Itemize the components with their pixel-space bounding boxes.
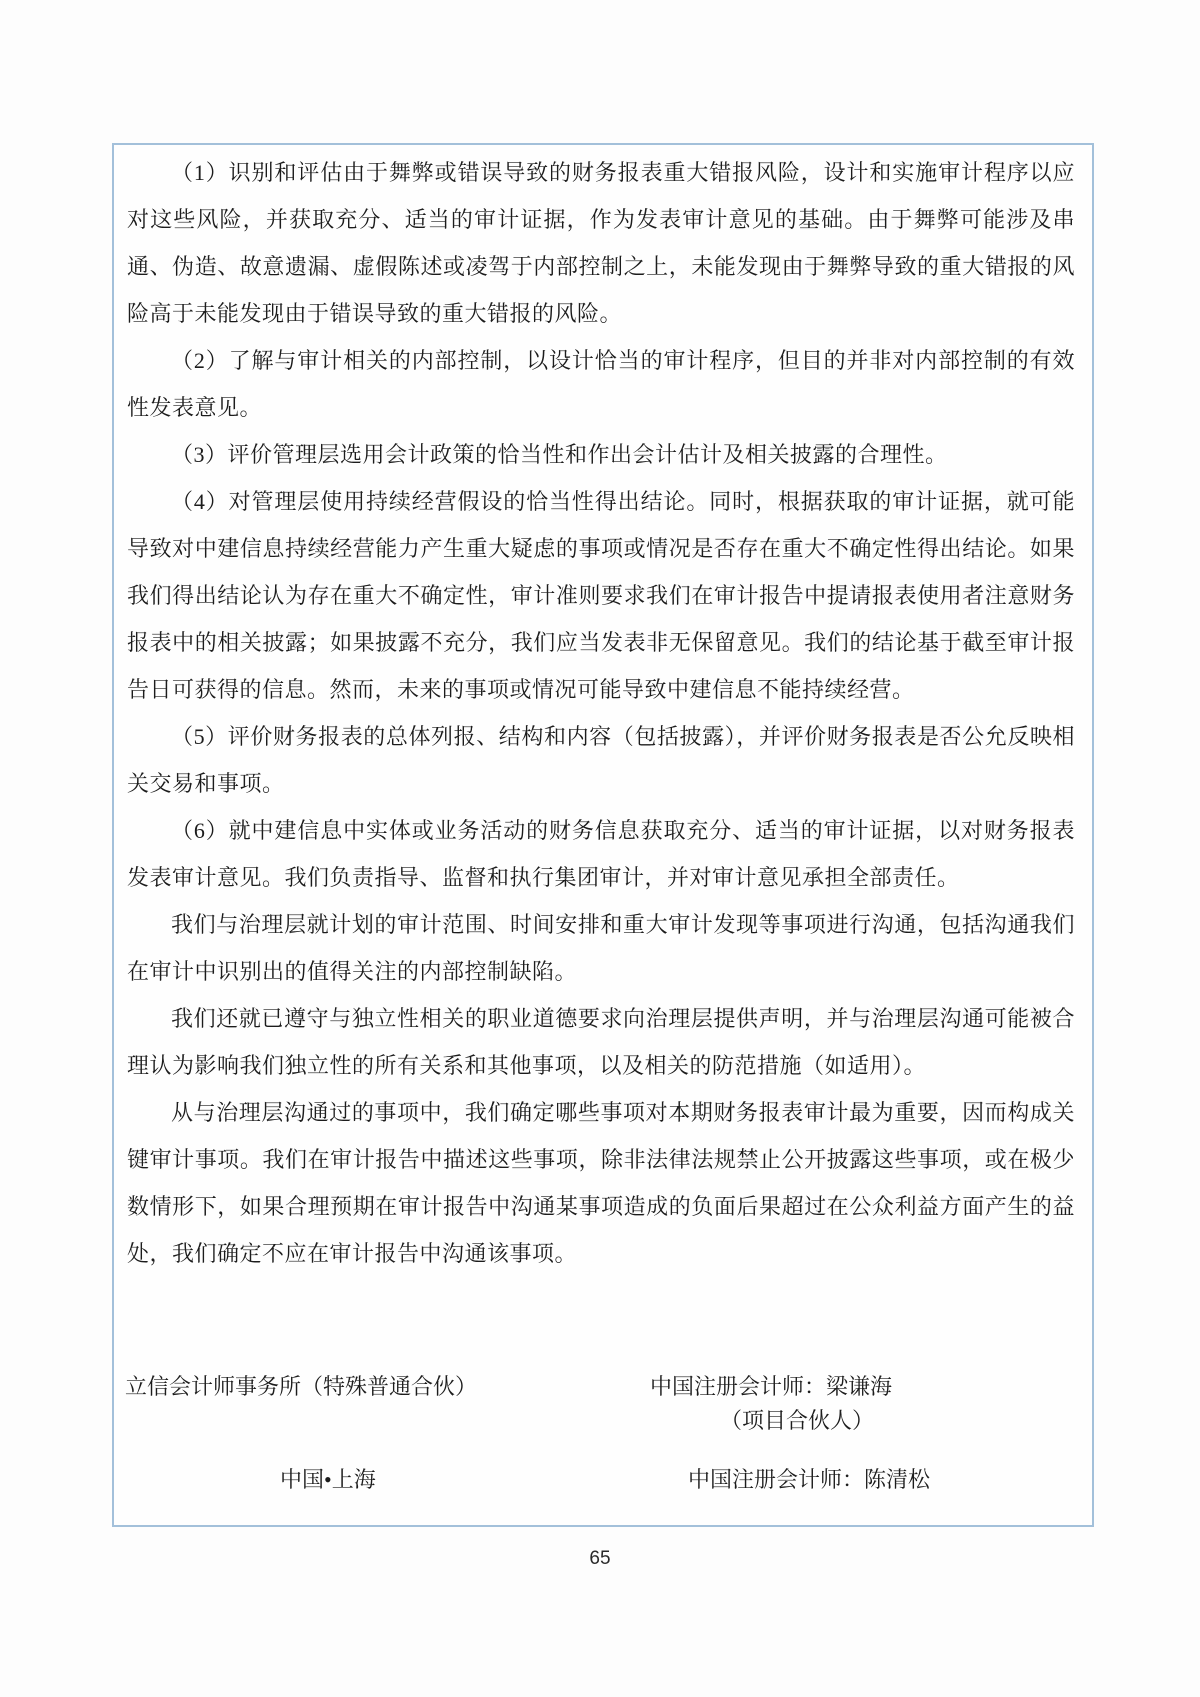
- paragraph-7: 我们与治理层就计划的审计范围、时间安排和重大审计发现等事项进行沟通，包括沟通我们在审计中识别出的值得关注的内部控制缺陷。: [127, 912, 1075, 984]
- report-content-box: [112, 143, 1094, 1527]
- signature-cpa1-role: （项目合伙人）: [720, 1408, 875, 1433]
- signature-firm-name: 立信会计师事务所（特殊普通合伙）: [125, 1374, 478, 1399]
- paragraph-4: （4）对管理层使用持续经营假设的恰当性得出结论。同时，根据获取的审计证据，就可能导致对中建信息持续经营能力产生重大疑虑的事项或情况是否存在重大不确定性得出结论。如果我们得出结论认为存在重大不确定性，审计准则要求我们在审计报告中提请报表使用者注意财务报表中的相关披露；如果披露不充分，我们应当发表非无保留意见。我们的结论基于截至审计报告日可获得的信息。然而，未来的事项或情况可能导致中建信息不能持续经营。: [127, 489, 1075, 702]
- paragraph-6: （6）就中建信息中实体或业务活动的财务信息获取充分、适当的审计证据，以对财务报表发表审计意见。我们负责指导、监督和执行集团审计，并对审计意见承担全部责任。: [127, 818, 1075, 890]
- paragraph-8: 我们还就已遵守与独立性相关的职业道德要求向治理层提供声明，并与治理层沟通可能被合理认为影响我们独立性的所有关系和其他事项，以及相关的防范措施（如适用）。: [127, 1006, 1075, 1078]
- paragraph-3: （3）评价管理层选用会计政策的恰当性和作出会计估计及相关披露的合理性。: [171, 442, 948, 467]
- paragraph-1: （1）识别和评估由于舞弊或错误导致的财务报表重大错报风险，设计和实施审计程序以应对这些风险，并获取充分、适当的审计证据，作为发表审计意见的基础。由于舞弊可能涉及串通、伪造、故意遗漏、虚假陈述或凌驾于内部控制之上，未能发现由于舞弊导致的重大错报的风险高于未能发现由于错误导致的重大错报的风险。: [127, 160, 1075, 326]
- signature-cpa2: 中国注册会计师：陈清松: [688, 1467, 931, 1492]
- paragraph-9: 从与治理层沟通过的事项中，我们确定哪些事项对本期财务报表审计最为重要，因而构成关键审计事项。我们在审计报告中描述这些事项，除非法律法规禁止公开披露这些事项，或在极少数情形下，如果合理预期在审计报告中沟通某事项造成的负面后果超过在公众利益方面产生的益处，我们确定不应在审计报告中沟通该事项。: [127, 1100, 1075, 1266]
- signature-cpa1: 中国注册会计师：梁谦海: [650, 1374, 893, 1399]
- page-number: 65: [589, 1548, 611, 1569]
- report-body-text: [127, 149, 1075, 1277]
- paragraph-5: （5）评价财务报表的总体列报、结构和内容（包括披露），并评价财务报表是否公允反映相关交易和事项。: [127, 724, 1075, 796]
- signature-location: 中国•上海: [280, 1467, 376, 1492]
- paragraph-2: （2）了解与审计相关的内部控制，以设计恰当的审计程序，但目的并非对内部控制的有效性发表意见。: [127, 348, 1075, 420]
